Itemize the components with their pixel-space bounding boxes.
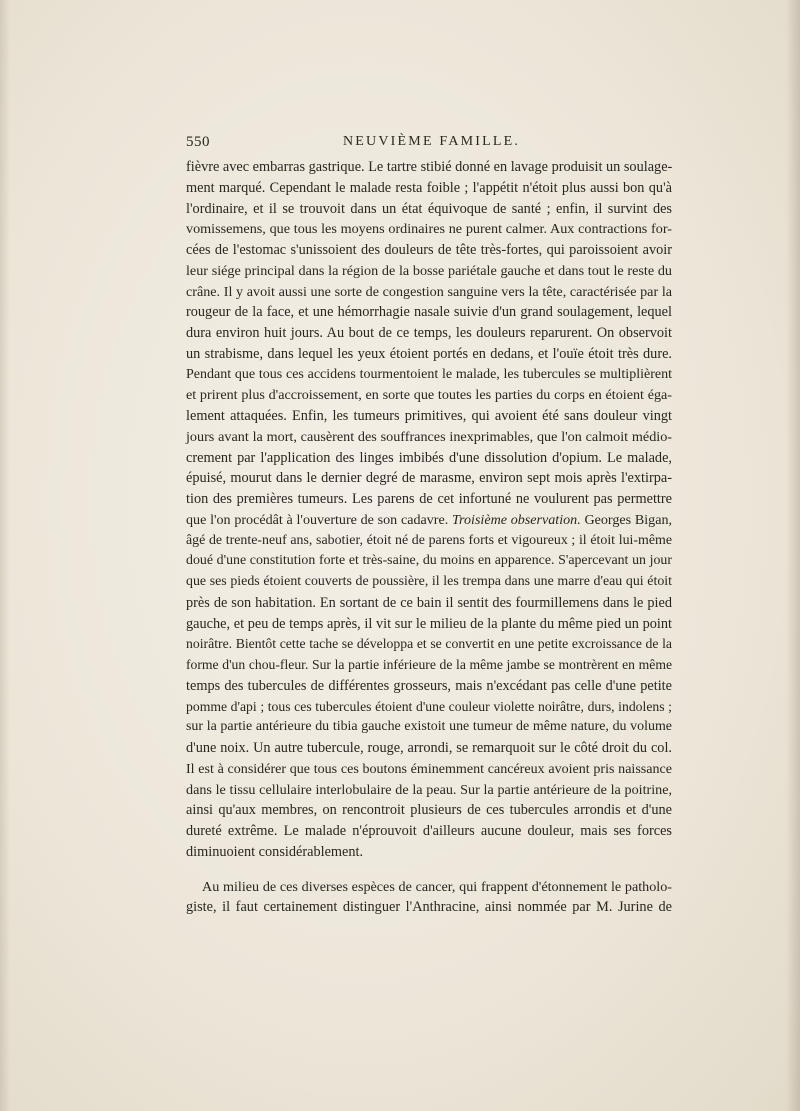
text-line: diminuoient considérablement. [186,843,364,860]
text-line: près de son habitation. En sortant de ce bain il sentit des fourmillemens dans le pied [186,594,672,611]
text-line: giste, il faut certainement distinguer l'Anthracine, ainsi nommée par M. Jurine de [186,899,672,916]
page-number: 550 [186,134,210,150]
body-text [186,157,672,918]
text-line: cées de l'estomac s'unissoient des douleurs de tête très-fortes, qui paroissoient avoir [186,242,672,258]
text-line: dura environ huit jours. Au bout de ce temps, les douleurs reparurent. On observoit [186,325,672,341]
text-line: gauche, et peu de temps après, il vit sur le milieu de la plante du même pied un point [186,615,672,632]
text-line: que ses pieds étoient couverts de poussière, il les trempa dans une marre d'eau qui étoit [186,574,672,589]
text-line: épuisé, mourut dans le dernier degré de marasme, environ sept mois après l'extirpa- [186,470,672,487]
italic-heading: Troisième observation. [451,511,581,528]
text-line: d'une noix. Un autre tubercule, rouge, arrondi, se remarquoit sur le côté droit du col. [186,740,672,756]
paragraph [186,877,672,919]
text-line: vomissemens, que tous les moyens ordinaires ne purent calmer. Aux contractions for- [186,221,672,238]
text-line: leur siége principal dans la région de la bosse pariétale gauche et dans tout le reste du [186,262,672,279]
text-line: dans le tissu cellulaire interlobulaire de la peau. Sur la partie antérieure de la poitrine, [186,781,672,798]
text-line: Pendant que tous ces accidens tourmentoient le malade, les tubercules se multiplièrent [186,366,672,382]
paragraph-gap [186,863,672,877]
text-line: que l'on procédât à l'ouverture de son cadavre. Troisième observation. Georges Bigan, [186,511,673,528]
text-line: Au milieu de ces diverses espèces de cancer, qui frappent d'étonnement le patholo- [202,878,672,895]
text-line: pomme d'api ; tous ces tubercules étoient d'une couleur violette noirâtre, durs, indolens ; [186,698,672,714]
text-line: fièvre avec embarras gastrique. Le tartre stibié donné en lavage produisit un soulage- [186,159,673,175]
text-line: lement attaquées. Enfin, les tumeurs primitives, qui avoient été sans douleur vingt [186,408,672,424]
text-line: âgé de trente-neuf ans, sabotier, étoit né de parens forts et vigoureux ; il étoit lui-même [186,532,672,548]
text-line: Il est à considérer que tous ces boutons éminemment cancéreux avoient pris naissance [186,760,672,777]
text-line: ment marqué. Cependant le malade resta foible ; l'appétit n'étoit plus aussi bon qu'à [186,179,672,196]
text-line: un strabisme, dans lequel les yeux étoient portés en dedans, et l'ouïe étoit très dure. [186,345,672,362]
text-line: ainsi qu'aux membres, on rencontroit plusieurs de ces tubercules arrondis et d'une [186,802,672,819]
text-line: temps des tubercules de différentes grosseurs, mais n'excédant pas celle d'une petite [186,677,672,694]
text-line: rougeur de la face, et une hémorrhagie nasale suivie d'un grand soulagement, lequel [186,304,672,321]
text-line: noirâtre. Bientôt cette tache se développa et se convertit en une petite excroissance de la [186,636,672,652]
paragraph [186,157,672,863]
text-line: tion des premières tumeurs. Les parens de cet infortuné ne voulurent pas permettre [186,491,672,507]
text-line: crâne. Il y avoit aussi une sorte de congestion sanguine vers la tête, caractérisée par la [186,283,672,300]
text-line: sur la partie antérieure du tibia gauche existoit une tumeur de même nature, du volume [186,719,672,735]
running-head: NEUVIÈME FAMILLE. [343,134,521,149]
text-line: l'ordinaire, et il se trouvoit dans un état équivoque de santé ; enfin, il survint des [186,200,672,217]
text-line: et prirent plus d'accroissement, en sorte que toutes les parties du corps en étoient éga- [186,387,672,404]
text-line: forme d'un chou-fleur. Sur la partie inférieure de la même jambe se montrèrent en même [186,657,672,672]
text-line: jours avant la mort, causèrent des souffrances inexprimables, que l'on calmoit médio- [186,428,672,445]
text-line: dureté extrême. Le malade n'éprouvoit d'ailleurs aucune douleur, mais ses forces [186,823,672,839]
page-header [186,134,672,154]
text-line: doué d'une constitution forte et très-saine, du moins en apparence. S'apercevant un jour [186,553,672,569]
text-line: crement par l'application des linges imbibés d'une dissolution d'opium. Le malade, [186,449,672,466]
